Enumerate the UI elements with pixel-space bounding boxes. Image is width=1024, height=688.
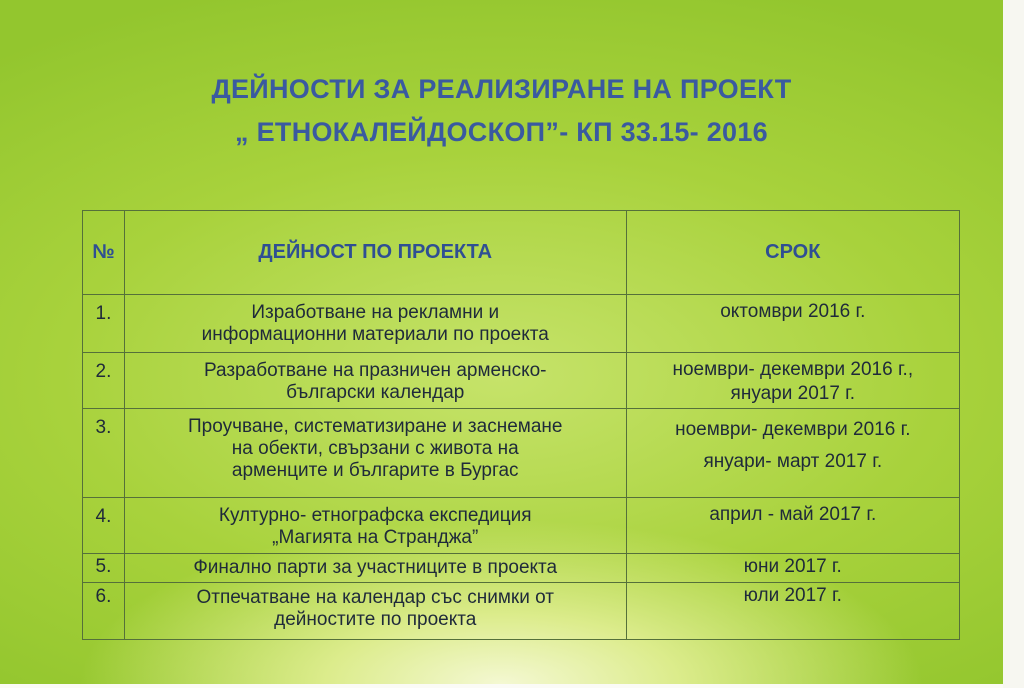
table-row [83, 295, 960, 353]
row-number: 2. [83, 353, 125, 409]
activity-line: Изработване на рекламни и [251, 302, 500, 323]
row-number: 3. [83, 409, 125, 498]
row-term [626, 409, 959, 498]
activity-line: „Магията на Странджа” [272, 527, 479, 548]
row-number: 5. [83, 554, 125, 583]
activity-line: арменците и българите в Бургас [231, 460, 519, 481]
title-line-2: „ ЕТНОКАЛЕЙДОСКОП”- КП 33.15- 2016 [235, 117, 768, 147]
header-number: № [83, 211, 125, 295]
scan-edge [1003, 0, 1024, 688]
activity-line: Културно- етнографска експедиция [218, 505, 532, 526]
activities-table [82, 210, 960, 640]
term-line: юли 2017 г. [743, 585, 842, 606]
activity-line: Финално парти за участниците в проекта [193, 557, 558, 578]
table-row [83, 583, 960, 640]
table-row [83, 409, 960, 498]
row-activity [124, 554, 626, 583]
activity-line: български календар [286, 382, 465, 403]
row-term [626, 498, 959, 554]
term-line: януари- март 2017 г. [703, 451, 883, 472]
title-line-1: ДЕЙНОСТИ ЗА РЕАЛИЗИРАНЕ НА ПРОЕКТ [211, 74, 792, 104]
term-line: януари 2017 г. [730, 383, 856, 404]
activity-line: информационни материали по проекта [201, 324, 549, 345]
row-activity [124, 498, 626, 554]
table-header-row [83, 211, 960, 295]
row-term [626, 583, 959, 640]
table-row [83, 353, 960, 409]
row-activity [124, 295, 626, 353]
table-row [83, 498, 960, 554]
term-line: април - май 2017 г. [709, 504, 877, 525]
activity-line: дейностите по проекта [274, 609, 477, 630]
row-term [626, 295, 959, 353]
row-number: 4. [83, 498, 125, 554]
header-activity: ДЕЙНОСТ ПО ПРОЕКТА [124, 211, 626, 295]
activity-line: на обекти, свързани с живота на [231, 438, 519, 459]
row-term [626, 353, 959, 409]
row-term [626, 554, 959, 583]
row-activity [124, 583, 626, 640]
term-line: юни 2017 г. [743, 556, 842, 577]
term-line: ноември- декември 2016 г., [672, 359, 914, 380]
row-number: 6. [83, 583, 125, 640]
row-number: 1. [83, 295, 125, 353]
header-term: СРОК [626, 211, 959, 295]
activity-line: Разработване на празничен арменско- [203, 360, 547, 381]
activity-line: Проучване, систематизиране и заснемане [188, 416, 563, 437]
row-activity [124, 409, 626, 498]
table-row [83, 554, 960, 583]
term-line: ноември- декември 2016 г. [675, 419, 911, 440]
term-line: октомври 2016 г. [720, 301, 866, 322]
row-activity [124, 353, 626, 409]
activity-line: Отпечатване на календар със снимки от [196, 587, 554, 608]
